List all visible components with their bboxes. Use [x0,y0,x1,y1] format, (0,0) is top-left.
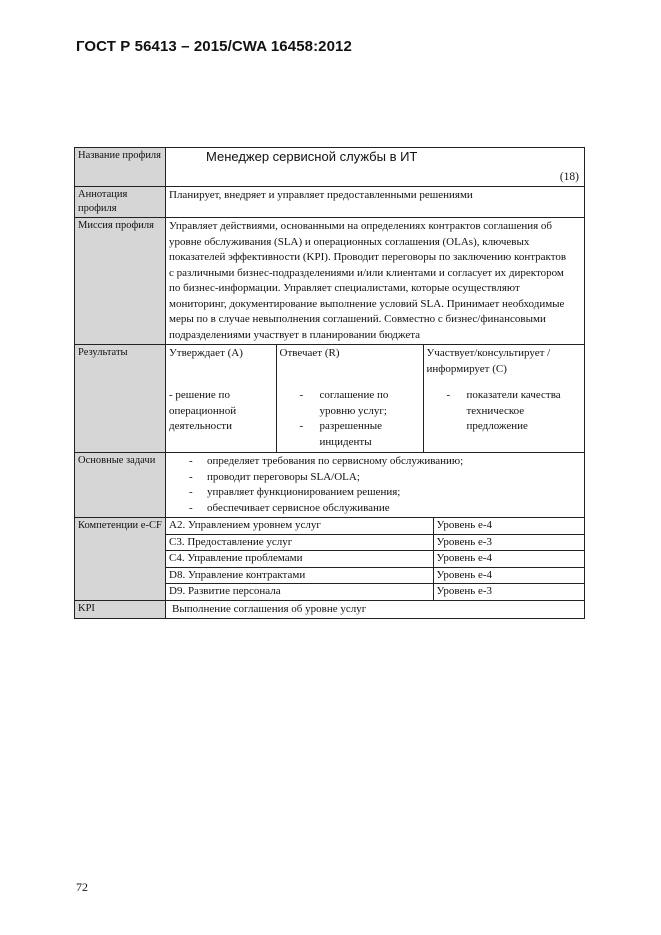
competence-name: C3. Предоставление услуг [166,534,433,551]
label-profile-name: Название профиля [75,148,166,187]
task-item: - определяет требования по сервисному обслуживанию; [169,454,581,470]
competence-level: Уровень е-3 [433,584,584,600]
results-header-row [166,345,584,378]
competence-row [166,534,584,551]
consulted-item: - показатели качества техническое предложение [427,388,568,435]
consulted-list-cell [423,378,584,452]
label-results: Результаты [75,345,166,453]
competence-name: D8. Управление контрактами [166,567,433,584]
competence-level: Уровень е-4 [433,551,584,568]
consulted-list [427,388,582,435]
page-number: 72 [76,880,88,894]
profile-title: Менеджер сервисной службы в ИТ [206,149,418,164]
label-profile-mission: Миссия профиля [75,218,166,345]
competence-level: Уровень е-4 [433,518,584,534]
accountable-item: - решение по операционной деятельности [169,389,237,432]
tasks-list [169,454,581,516]
profile-summary: Планирует, внедряет и управляет предоставленными решениями [166,187,585,218]
profile-mission-row [75,218,585,345]
profile-results-row [75,345,585,453]
profile-competences-row [75,518,585,601]
consulted-heading: Участвует/консультирует /информирует (C) [423,345,584,378]
tasks-cell [166,453,585,518]
profile-table [74,147,585,619]
responsible-item: - соглашение по уровню услуг; [280,388,420,419]
profile-tasks-row [75,453,585,518]
profile-mission: Управляет действиями, основанными на определениях контрактов соглашения об уровне обслуживания (SLA) и операционных соглашения (OLAs), ключевых показателей эффективности (KPI). Проводит переговоры по заключению контрактов с различными бизнес-подразделениями и/или клиентами и согласует их директором по бизнес-информации. Управляет специалистами, которые осуществляют мониторинг, документирование выполнение условий SLA. Принимает необходимые меры по в случае невыполнения соглашений. Совместно с бизнес/финансовыми подразделениями участвует в планировании бюджета [166,218,585,345]
profile-summary-row [75,187,585,218]
responsible-item: - разрешенные инциденты [280,419,420,450]
competence-row [166,584,584,600]
competences-table [166,518,584,600]
competence-name: C4. Управление проблемами [166,551,433,568]
results-body-row [166,378,584,452]
label-competences: Компетенции e-CF [75,518,166,601]
task-item: - обеспечивает сервисное обслуживание [169,501,581,517]
document-header: ГОСТ Р 56413 – 2015/CWA 16458:2012 [76,38,352,55]
competence-name: A2. Управлением уровнем услуг [166,518,433,534]
results-table [166,345,584,452]
responsible-heading: Отвечает (R) [276,345,423,378]
profile-number: (18) [559,171,579,183]
responsible-list [280,388,420,450]
profile-title-cell [166,148,585,187]
profile-name-row [75,148,585,187]
profile-kpi: Выполнение соглашения об уровне услуг [166,600,585,619]
task-item: - управляет функционированием решения; [169,485,581,501]
competence-level: Уровень е-3 [433,534,584,551]
results-cell [166,345,585,453]
responsible-list-cell [276,378,423,452]
competence-row [166,567,584,584]
competences-cell [166,518,585,601]
label-kpi: KPI [75,600,166,619]
competence-row [166,551,584,568]
profile-kpi-row [75,600,585,619]
label-profile-summary: Аннотация профиля [75,187,166,218]
competence-level: Уровень е-4 [433,567,584,584]
competence-row [166,518,584,534]
accountable-heading: Утверждает (A) [169,347,243,359]
competence-name: D9. Развитие персонала [169,585,281,597]
label-tasks: Основные задачи [75,453,166,518]
task-item: - проводит переговоры SLA/OLA; [169,470,581,486]
